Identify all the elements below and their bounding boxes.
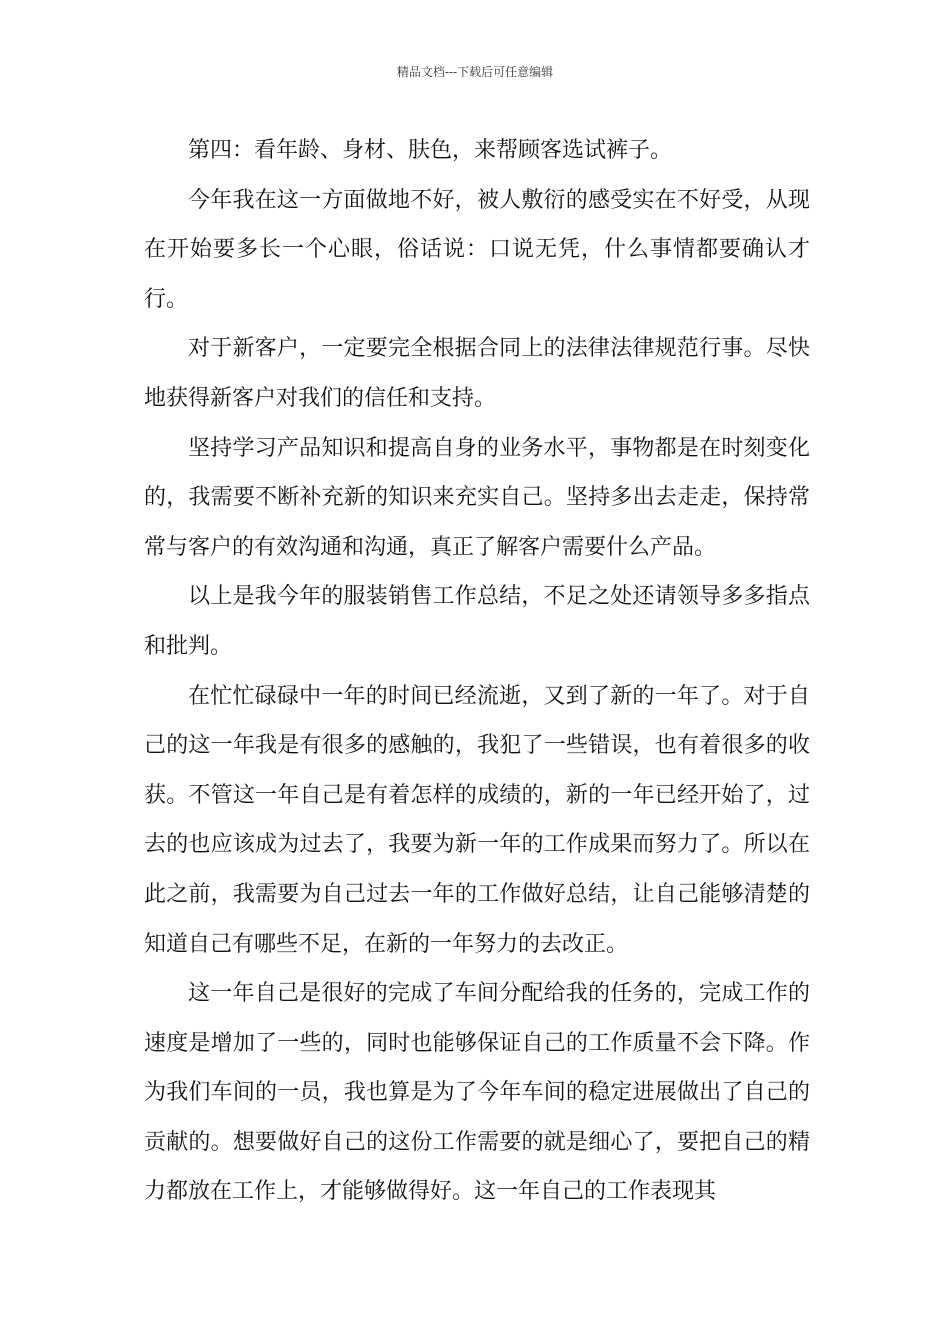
paragraph-6: 在忙忙碌碌中一年的时间已经流逝，又到了新的一年了。对于自己的这一年我是有很多的感触的，我犯了一些错误，也有着很多的收获。不管这一年自己是有着怎样的成绩的，新的一年已经开始了，过去的也应该成为过去了，我要为新一年的工作成果而努力了。所以在此之前，我需要为自己过去一年的工作做好总结，让自己能够清楚的知道自己有哪些不足，在新的一年努力的去改正。 <box>144 683 810 957</box>
paragraph-5: 以上是我今年的服装销售工作总结，不足之处还请领导多多指点和批判。 <box>144 584 810 659</box>
paragraph-1: 第四：看年龄、身材、肤色，来帮顾客选试裤子。 <box>188 138 673 163</box>
paragraph-4: 坚持学习产品知识和提高自身的业务水平，事物都是在时刻变化的，我需要不断补充新的知识来充实自己。坚持多出去走走，保持常常与客户的有效沟通和沟通，真正了解客户需要什么产品。 <box>144 435 810 560</box>
page-header: 精品文档---下载后可任意编辑 <box>396 65 554 79</box>
paragraph-3: 对于新客户，一定要完全根据合同上的法律法律规范行事。尽快地获得新客户对我们的信任和支持。 <box>144 336 810 411</box>
paragraph-7: 这一年自己是很好的完成了车间分配给我的任务的，完成工作的速度是增加了一些的，同时也能够保证自己的工作质量不会下降。作为我们车间的一员，我也算是为了今年车间的稳定进展做出了自己的贡献的。想要做好自己的这份工作需要的就是细心了，要把自己的精力都放在工作上，才能够做得好。这一年自己的工作表现其 <box>144 981 810 1205</box>
paragraph-2: 今年我在这一方面做地不好，被人敷衍的感受实在不好受，从现在开始要多长一个心眼，俗话说：口说无凭，什么事情都要确认才行。 <box>144 187 810 312</box>
document-body <box>144 126 810 1217</box>
